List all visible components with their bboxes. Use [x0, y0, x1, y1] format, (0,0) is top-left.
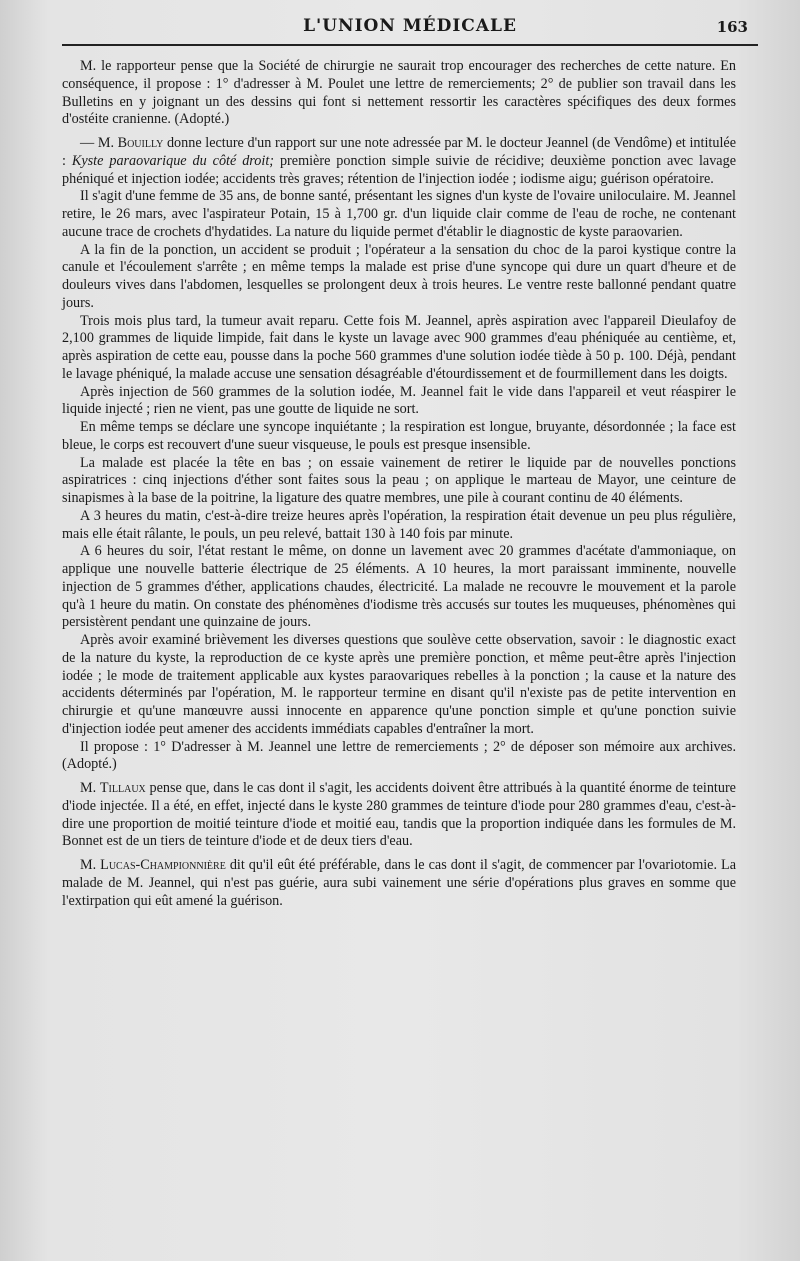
- paragraph: A la fin de la ponction, un accident se produit ; l'opérateur a la sensation du choc de la paroi kystique contre la canule et l'écoulement s'arrête ; en même temps la malade est prise d'une syncope qui dure un quart d'heure et de douleurs vives dans l'abdomen, lesquelles se prolongent deux à trois heures. Le ventre reste ballonné pendant quatre jours.: [62, 241, 736, 311]
- paragraph-lead: — M.: [80, 135, 118, 151]
- paragraph: Il propose : 1° D'adresser à M. Jeannel une lettre de remerciements ; 2° de déposer son mémoire aux archives. (Adopté.): [62, 738, 736, 773]
- running-title: L'UNION MÉDICALE: [303, 16, 517, 36]
- paragraph: Il s'agit d'une femme de 35 ans, de bonne santé, présentant les signes d'un kyste de l'ovaire uniloculaire. M. Jeannel retire, le 26 mars, avec l'aspirateur Potain, 15 à 1,700 gr. d'un liquide clair comme de l'eau de roche, ne contenant aucune trace de crochets d'hydatides. La nature du liquide permet d'établir le diagnostic de kyste paraovarien.: [62, 188, 736, 240]
- speaker-name: Lucas-Championnière: [100, 857, 226, 873]
- paragraph-text: dit qu'il eût été préférable, dans le cas dont il s'agit, de commencer par l'ovariotomie. La malade de M. Jeannel, qui n'est pas guérie, aura subi vainement une série d'opérations plus graves en somme que l'extirpation qui eût amené la guérison.: [62, 857, 736, 909]
- paragraph: [62, 135, 736, 188]
- paragraph-text: donne lecture d'un rapport sur une note adressée par M. le docteur Jeannel (de Vendôme) et intitulée :: [62, 135, 736, 169]
- speaker-name: Bouilly: [117, 135, 164, 151]
- paragraph-lead: M.: [80, 857, 101, 873]
- paragraph-lead: M.: [80, 780, 100, 796]
- paragraph-text: première ponction simple suivie de récidive; deuxième ponction avec lavage phéniqué et injection iodée; accidents très graves; rétention de l'injection iodée ; iodisme aigu; guérison opératoire.: [62, 152, 736, 187]
- paragraph: La malade est placée la tête en bas ; on essaie vainement de retirer le liquide par de nouvelles ponctions aspiratrices : cinq injections d'éther sont faites sous la peau ; on applique le marteau de Mayor, une ceinture de sinapismes à la base de la poitrine, la ligature des quatre membres, une pile à courant continu de 40 éléments.: [62, 454, 736, 506]
- paragraph: [62, 780, 736, 851]
- header-rule: [62, 44, 758, 46]
- paragraph: Après avoir examiné brièvement les diverses questions que soulève cette observation, savoir : le diagnostic exact de la nature du kyste, la reproduction de ce kyste après une première ponction, et même peut-être après l'injection iodée ; le mode de traitement applicable aux kystes paraovariques rebelles à la ponction ; la cause et la nature des accidents déterminés par l'opération, M. le rapporteur termine en disant qu'il n'existe pas de petite intervention en chirurgie et qu'une manœuvre aussi innocente en apparence qu'une ponction simple et qu'une ponction suivie d'injection iodée peut amener des accidents immédiats capables d'entraîner la mort.: [62, 632, 736, 737]
- paragraph: M. le rapporteur pense que la Société de chirurgie ne saurait trop encourager des recherches de cette nature. En conséquence, il propose : 1° d'adresser à M. Poulet une lettre de remerciements; 2° de publier son travail dans les Bulletins en y joignant un des dessins qui font si nettement ressortir les caractères spécifiques des deux formes d'ostéite cranienne. (Adopté.): [62, 58, 736, 128]
- speaker-name: Tillaux: [99, 780, 146, 796]
- note-title: Kyste paraovarique du côté droit;: [71, 152, 275, 169]
- paragraph: A 3 heures du matin, c'est-à-dire treize heures après l'opération, la respiration était devenue un peu plus régulière, mais elle était râlante, le pouls, un peu relevé, battait 130 à 140 fois par minute.: [62, 507, 736, 542]
- paragraph-text: pense que, dans le cas dont il s'agit, les accidents doivent être attribués à la quantité énorme de teinture d'iode injectée. Il a été, en effet, injecté dans le kyste 280 grammes de teinture d'iode pour 280 grammes d'eau, c'est-à-dire une proportion de moitié teinture d'iode et moitié eau, tandis que la proportion indiquée dans les formules de M. Bonnet est de un tiers de teinture d'iode et de deux tiers d'eau.: [62, 780, 736, 850]
- paragraph: A 6 heures du soir, l'état restant le même, on donne un lavement avec 20 grammes d'acétate d'ammoniaque, on applique une nouvelle batterie électrique de 25 éléments. A 10 heures, la mort paraissant imminente, nouvelle injection de 5 grammes d'éther, applications chaudes, électricité. La malade ne recouvre le mouvement et la parole qu'à 1 heure du matin. On constate des phénomènes d'iodisme très accusés sur toutes les muqueuses, phénomènes qui persistèrent pendant une quinzaine de jours.: [62, 543, 736, 631]
- page-number: 163: [716, 18, 748, 36]
- article-body: [62, 58, 736, 910]
- page-header: [60, 14, 760, 44]
- paragraph: Trois mois plus tard, la tumeur avait reparu. Cette fois M. Jeannel, après aspiration avec l'appareil Dieulafoy de 2,100 grammes de liquide limpide, fait dans le kyste un lavage avec 900 grammes d'eau phéniquée au centième, et, après aspiration de cette eau, pousse dans la poche 560 grammes d'une solution iodée tiède à 50 p. 100. Déjà, pendant le lavage phéniqué, la malade accuse une sensation désagréable d'étourdissement et de fourmillement dans les doigts.: [62, 312, 736, 382]
- paragraph: [62, 857, 736, 910]
- paragraph: Après injection de 560 grammes de la solution iodée, M. Jeannel fait le vide dans l'appareil et veut réaspirer le liquide injecté ; rien ne vient, pas une goutte de liquide ne sort.: [62, 383, 736, 418]
- paragraph: En même temps se déclare une syncope inquiétante ; la respiration est longue, bruyante, désordonnée ; la face est bleue, le corps est recouvert d'une sueur visqueuse, le pouls est presque insensible.: [62, 419, 736, 453]
